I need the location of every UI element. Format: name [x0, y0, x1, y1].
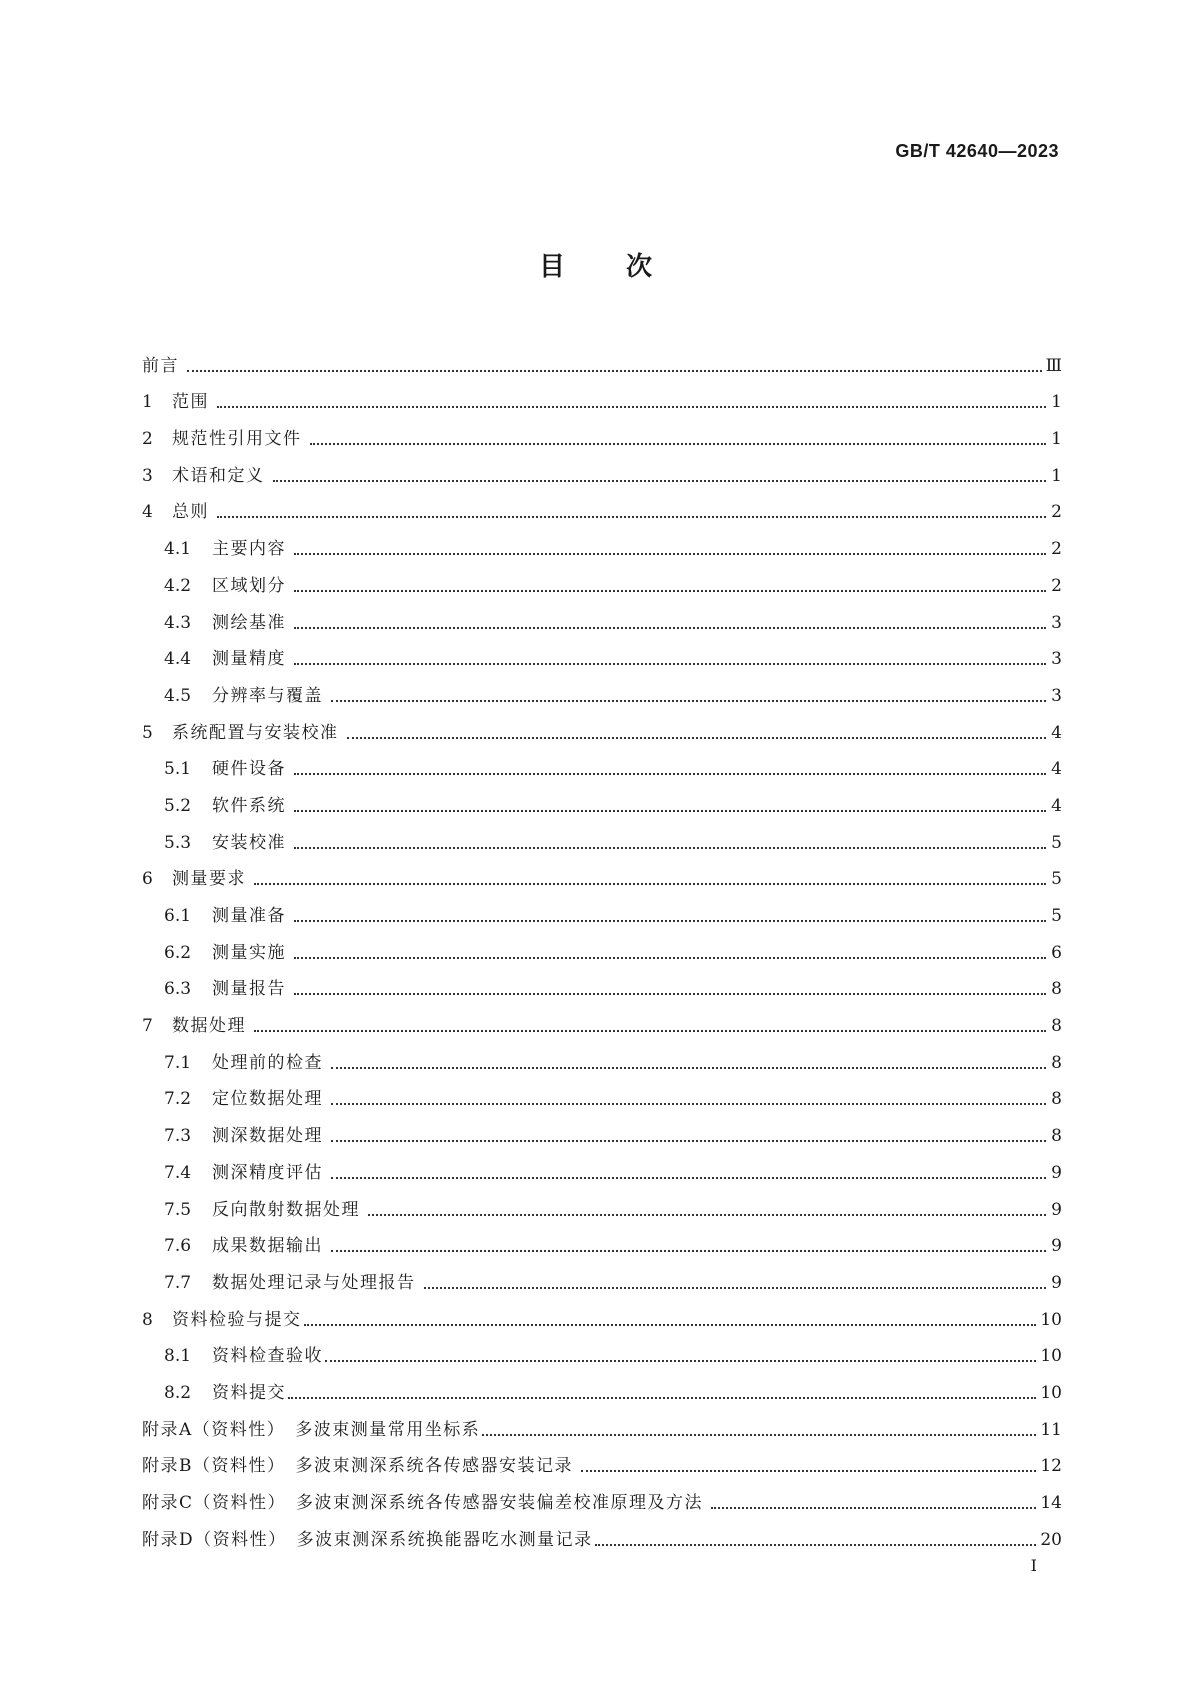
- toc-entry[interactable]: [142, 413, 1062, 450]
- toc-entry[interactable]: [142, 1441, 1062, 1478]
- dot-leader: [581, 1455, 1036, 1477]
- toc-entry-number: 7.7: [164, 1272, 192, 1293]
- toc-entry-number: 4.1: [164, 539, 192, 560]
- dot-leader: [273, 465, 1047, 487]
- dot-leader: [424, 1272, 1047, 1294]
- toc-entry-page: 11: [1040, 1419, 1062, 1440]
- toc-entry-page: 3: [1051, 685, 1062, 706]
- toc-entry-label: 主要内容: [212, 539, 286, 560]
- toc-entry-label: 测量精度: [212, 649, 286, 670]
- toc-entry[interactable]: [142, 964, 1062, 1001]
- toc-entry-number: 4.3: [164, 612, 192, 633]
- toc-entry[interactable]: [142, 1514, 1062, 1551]
- toc-entry[interactable]: [142, 523, 1062, 560]
- toc-entry[interactable]: [142, 817, 1062, 854]
- toc-entry-label: 反向散射数据处理: [212, 1199, 360, 1220]
- toc-entry-number: 6.1: [164, 906, 192, 926]
- toc-entry-number: 7: [142, 1016, 153, 1037]
- toc-entry-page: 2: [1051, 539, 1062, 560]
- toc-entry-page: 9: [1051, 1162, 1062, 1183]
- dot-leader: [331, 1052, 1046, 1074]
- toc-entry-label: 附录C（资料性） 多波束测深系统各传感器安装偏差校准原理及方法: [142, 1493, 704, 1513]
- dot-leader: [294, 575, 1046, 597]
- toc-entry-number: 4: [142, 502, 153, 523]
- toc-entry[interactable]: [142, 487, 1062, 524]
- toc-entry-number: 6.3: [164, 979, 192, 1000]
- toc-entry-number: 5.3: [164, 832, 192, 853]
- toc-entry[interactable]: [142, 1221, 1062, 1258]
- dot-leader: [294, 758, 1046, 780]
- dot-leader: [331, 685, 1046, 707]
- toc-entry-number: 7.1: [164, 1052, 192, 1073]
- toc-entry-page: 8: [1051, 979, 1062, 1000]
- toc-entry-page: 2: [1051, 502, 1062, 523]
- toc-entry-label: 测绘基准: [212, 612, 286, 633]
- toc-entry-label: 总则: [172, 502, 209, 523]
- dot-leader: [294, 612, 1046, 634]
- toc-entry-label: 资料提交: [212, 1382, 286, 1403]
- toc-entry-label: 规范性引用文件: [172, 429, 302, 450]
- dot-leader: [288, 1382, 1036, 1404]
- standard-code: GB/T 42640—2023: [895, 141, 1059, 161]
- toc-entry-label: 附录D（资料性） 多波束测深系统换能器吃水测量记录: [142, 1529, 593, 1550]
- toc-entry-page: 3: [1051, 649, 1062, 670]
- dot-leader: [331, 1125, 1046, 1147]
- toc-entry[interactable]: [142, 1037, 1062, 1074]
- toc-entry[interactable]: [142, 377, 1062, 414]
- toc-entry-label: 安装校准: [212, 832, 286, 853]
- toc-entry-label: 术语和定义: [172, 465, 265, 486]
- toc-entry-label: 分辨率与覆盖: [212, 685, 323, 706]
- dot-leader: [347, 722, 1047, 744]
- dot-leader: [368, 1199, 1046, 1221]
- dot-leader: [254, 868, 1046, 890]
- toc-entry-number: 4.2: [164, 575, 192, 596]
- toc-entry-number: 7.6: [164, 1236, 192, 1257]
- toc-entry-page: 5: [1051, 906, 1062, 926]
- toc-entry-number: 2: [142, 429, 153, 450]
- toc-entry-page: 9: [1051, 1236, 1062, 1257]
- toc-entry[interactable]: [142, 1294, 1062, 1331]
- toc-entry[interactable]: [142, 340, 1062, 377]
- toc-entry-page: 8: [1051, 1089, 1062, 1110]
- toc-entry-number: 7.5: [164, 1199, 192, 1220]
- toc-entry-label: 测深数据处理: [212, 1126, 323, 1147]
- toc-entry[interactable]: [142, 1074, 1062, 1111]
- toc-entry-page: 9: [1051, 1199, 1062, 1220]
- toc-entry-page: 10: [1040, 1346, 1062, 1367]
- toc-entry-page: 5: [1051, 869, 1062, 890]
- toc-entry[interactable]: [142, 450, 1062, 487]
- dot-leader: [325, 1345, 1036, 1367]
- toc-entry-label: 资料检验与提交: [172, 1309, 302, 1330]
- toc-entry[interactable]: [142, 780, 1062, 817]
- dot-leader: [711, 1492, 1036, 1514]
- toc-entry-label: 系统配置与安装校准: [172, 722, 339, 743]
- toc-entry[interactable]: [142, 1110, 1062, 1147]
- dot-leader: [310, 428, 1047, 450]
- toc-entry-number: 5: [142, 722, 153, 743]
- toc-entry-number: 5.2: [164, 795, 192, 816]
- toc-entry-label: 软件系统: [212, 795, 286, 816]
- toc-entry-label: 测量报告: [212, 979, 286, 1000]
- toc-entry-page: 9: [1051, 1272, 1062, 1293]
- toc-entry-number: 7.2: [164, 1089, 192, 1110]
- dot-leader: [304, 1309, 1037, 1331]
- toc-entry[interactable]: [142, 1367, 1062, 1404]
- toc-entry-number: 7.3: [164, 1126, 192, 1147]
- toc-entry-number: 1: [142, 392, 153, 413]
- toc-entry[interactable]: [142, 1000, 1062, 1037]
- toc-entry-number: 5.1: [164, 759, 192, 780]
- toc-entry-page: 1: [1051, 429, 1062, 450]
- dot-leader: [217, 501, 1046, 523]
- dot-leader: [187, 355, 1042, 377]
- dot-leader: [331, 1235, 1046, 1257]
- toc-entry[interactable]: [142, 1184, 1062, 1221]
- toc-entry[interactable]: [142, 1331, 1062, 1368]
- toc-entry-page: 2: [1051, 575, 1062, 596]
- toc-entry-page: 4: [1051, 795, 1062, 816]
- toc-entry-number: 6.2: [164, 942, 192, 963]
- dot-leader: [294, 538, 1046, 560]
- dot-leader: [294, 942, 1046, 964]
- toc-entry[interactable]: [142, 927, 1062, 964]
- toc-entry[interactable]: [142, 890, 1062, 927]
- toc-entry-number: 8: [142, 1309, 153, 1330]
- toc-entry-page: 8: [1051, 1126, 1062, 1147]
- toc-entry-label: 数据处理记录与处理报告: [212, 1272, 416, 1293]
- toc-entry-number: 8.2: [164, 1382, 192, 1403]
- toc-entry-label: 区域划分: [212, 575, 286, 596]
- toc-entry-label: 硬件设备: [212, 759, 286, 780]
- toc-entry-page: 6: [1051, 942, 1062, 963]
- toc-entry-number: 3: [142, 465, 153, 486]
- toc-entry-label: 定位数据处理: [212, 1089, 323, 1110]
- toc-entry-number: 6: [142, 869, 153, 890]
- dot-leader: [294, 978, 1046, 1000]
- toc-entry-page: 8: [1051, 1052, 1062, 1073]
- toc-entry-label: 资料检查验收: [212, 1346, 323, 1367]
- toc-entry-label: 处理前的检查: [212, 1052, 323, 1073]
- dot-leader: [331, 1162, 1046, 1184]
- toc-entry-label: 测量准备: [212, 906, 286, 926]
- table-of-contents: [142, 340, 1062, 1551]
- toc-entry[interactable]: [142, 707, 1062, 744]
- toc-entry[interactable]: [142, 1147, 1062, 1184]
- toc-entry-label: 附录B（资料性） 多波束测深系统各传感器安装记录: [142, 1456, 573, 1477]
- dot-leader: [217, 391, 1046, 413]
- toc-entry-label: 测深精度评估: [212, 1162, 323, 1183]
- toc-entry-page: 20: [1040, 1529, 1062, 1550]
- page-number: I: [1030, 1556, 1037, 1575]
- dot-leader: [294, 795, 1046, 817]
- toc-entry-label: 附录A（资料性） 多波束测量常用坐标系: [142, 1419, 481, 1440]
- toc-entry-label: 前言: [142, 355, 179, 376]
- toc-entry-page: 8: [1051, 1016, 1062, 1037]
- toc-entry-page: 3: [1051, 612, 1062, 633]
- toc-entry-page: 1: [1051, 392, 1062, 413]
- toc-entry-label: 成果数据输出: [212, 1236, 323, 1257]
- toc-entry-page: 10: [1040, 1309, 1062, 1330]
- toc-entry-label: 数据处理: [172, 1016, 246, 1037]
- toc-entry-page: Ⅲ: [1045, 355, 1062, 376]
- toc-entry[interactable]: [142, 1257, 1062, 1294]
- toc-entry-page: 10: [1040, 1382, 1062, 1403]
- toc-entry[interactable]: [142, 1404, 1062, 1441]
- toc-entry[interactable]: [142, 634, 1062, 671]
- dot-leader: [294, 905, 1046, 927]
- toc-entry-page: 1: [1051, 465, 1062, 486]
- dot-leader: [482, 1419, 1036, 1441]
- toc-entry[interactable]: [142, 670, 1062, 707]
- toc-entry-page: 4: [1051, 759, 1062, 780]
- toc-entry-number: 7.4: [164, 1162, 192, 1183]
- dot-leader: [294, 832, 1046, 854]
- toc-entry-page: 14: [1040, 1493, 1062, 1513]
- toc-entry-page: 5: [1051, 832, 1062, 853]
- toc-entry[interactable]: [142, 597, 1062, 634]
- toc-entry-label: 范围: [172, 392, 209, 413]
- dot-leader: [294, 648, 1046, 670]
- page-title: 目 次: [538, 252, 653, 282]
- toc-entry[interactable]: [142, 744, 1062, 781]
- toc-entry[interactable]: [142, 1477, 1062, 1514]
- toc-entry-number: 8.1: [164, 1346, 192, 1367]
- toc-entry-label: 测量要求: [172, 869, 246, 890]
- toc-entry-page: 4: [1051, 722, 1062, 743]
- toc-entry[interactable]: [142, 854, 1062, 891]
- toc-entry-number: 4.5: [164, 685, 192, 706]
- dot-leader: [595, 1529, 1037, 1551]
- toc-entry-number: 4.4: [164, 649, 192, 670]
- dot-leader: [331, 1088, 1046, 1110]
- toc-entry-page: 12: [1040, 1456, 1062, 1477]
- toc-entry[interactable]: [142, 560, 1062, 597]
- dot-leader: [254, 1015, 1046, 1037]
- toc-entry-label: 测量实施: [212, 942, 286, 963]
